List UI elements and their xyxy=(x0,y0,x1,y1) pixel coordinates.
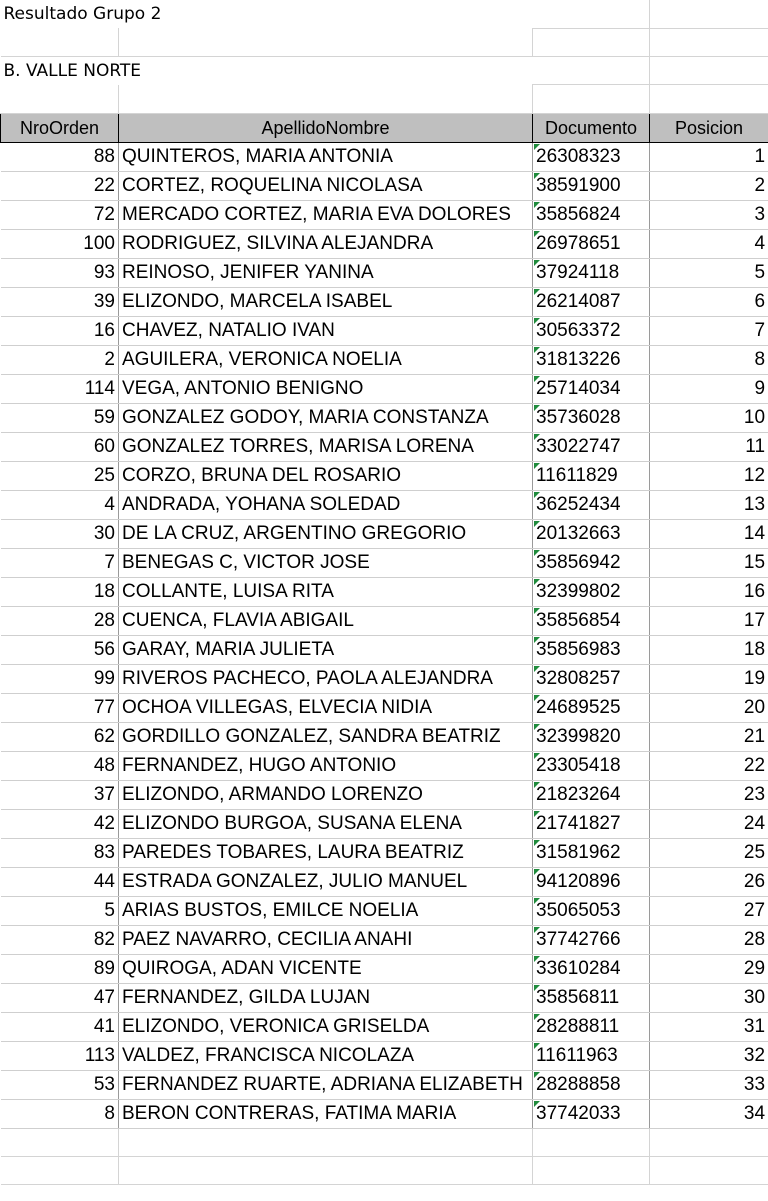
cell-nro-orden[interactable]: 56 xyxy=(1,635,119,664)
cell-documento[interactable]: 21741827 xyxy=(533,809,650,838)
cell-nro-orden[interactable]: 8 xyxy=(1,1099,119,1128)
cell-posicion[interactable]: 30 xyxy=(650,983,768,1012)
cell-nro-orden[interactable]: 44 xyxy=(1,867,119,896)
cell-apellido-nombre[interactable]: OCHOA VILLEGAS, ELVECIA NIDIA xyxy=(119,693,533,722)
cell-nro-orden[interactable]: 53 xyxy=(1,1070,119,1099)
cell-posicion[interactable]: 24 xyxy=(650,809,768,838)
cell-posicion[interactable]: 2 xyxy=(650,171,768,200)
table-row xyxy=(1,896,768,925)
header-apellido-nombre[interactable]: ApellidoNombre xyxy=(119,113,533,142)
cell-posicion[interactable]: 21 xyxy=(650,722,768,751)
cell-nro-orden[interactable]: 99 xyxy=(1,664,119,693)
empty-cell[interactable] xyxy=(650,85,768,113)
empty-cell[interactable] xyxy=(533,28,650,56)
cell-apellido-nombre[interactable]: AGUILERA, VERONICA NOELIA xyxy=(119,345,533,374)
empty-cell[interactable] xyxy=(119,28,533,56)
table-row xyxy=(1,722,768,751)
cell-posicion[interactable]: 18 xyxy=(650,635,768,664)
table-row xyxy=(1,606,768,635)
cell-posicion[interactable]: 8 xyxy=(650,345,768,374)
cell-posicion[interactable]: 25 xyxy=(650,838,768,867)
cell-documento[interactable]: 11611829 xyxy=(533,461,650,490)
cell-documento[interactable]: 23305418 xyxy=(533,751,650,780)
cell-documento[interactable]: 28288811 xyxy=(533,1012,650,1041)
cell-documento[interactable]: 26978651 xyxy=(533,229,650,258)
cell-apellido-nombre[interactable]: VALDEZ, FRANCISCA NICOLAZA xyxy=(119,1041,533,1070)
empty-cell[interactable] xyxy=(650,1156,768,1184)
cell-nro-orden[interactable]: 60 xyxy=(1,432,119,461)
cell-apellido-nombre[interactable]: VEGA, ANTONIO BENIGNO xyxy=(119,374,533,403)
empty-cell[interactable] xyxy=(119,85,533,113)
empty-cell[interactable] xyxy=(533,1156,650,1184)
cell-apellido-nombre[interactable]: RODRIGUEZ, SILVINA ALEJANDRA xyxy=(119,229,533,258)
cell-posicion[interactable]: 23 xyxy=(650,780,768,809)
cell-apellido-nombre[interactable]: QUIROGA, ADAN VICENTE xyxy=(119,954,533,983)
cell-posicion[interactable]: 31 xyxy=(650,1012,768,1041)
header-posicion[interactable]: Posicion xyxy=(650,113,768,142)
cell-apellido-nombre[interactable]: QUINTEROS, MARIA ANTONIA xyxy=(119,142,533,171)
cell-nro-orden[interactable]: 100 xyxy=(1,229,119,258)
table-row xyxy=(1,867,768,896)
cell-apellido-nombre[interactable]: GONZALEZ GODOY, MARIA CONSTANZA xyxy=(119,403,533,432)
empty-cell[interactable] xyxy=(1,28,119,56)
cell-apellido-nombre[interactable]: FERNANDEZ, GILDA LUJAN xyxy=(119,983,533,1012)
empty-row xyxy=(1,1156,768,1184)
cell-documento[interactable]: 35856983 xyxy=(533,635,650,664)
empty-row xyxy=(1,28,768,56)
cell-posicion[interactable]: 13 xyxy=(650,490,768,519)
sheet-subtitle[interactable]: B. VALLE NORTE xyxy=(3,60,142,81)
sheet-title[interactable]: Resultado Grupo 2 xyxy=(3,4,162,25)
empty-cell[interactable] xyxy=(533,1128,650,1156)
cell-nro-orden[interactable]: 22 xyxy=(1,171,119,200)
table-row xyxy=(1,809,768,838)
cell-posicion[interactable]: 4 xyxy=(650,229,768,258)
cell-posicion[interactable]: 7 xyxy=(650,316,768,345)
cell-documento[interactable]: 33610284 xyxy=(533,954,650,983)
table-row xyxy=(1,461,768,490)
cell-documento[interactable]: 37924118 xyxy=(533,258,650,287)
cell-apellido-nombre[interactable]: GONZALEZ TORRES, MARISA LORENA xyxy=(119,432,533,461)
cell-nro-orden[interactable]: 30 xyxy=(1,519,119,548)
cell-documento[interactable]: 32399802 xyxy=(533,577,650,606)
cell-documento[interactable]: 32808257 xyxy=(533,664,650,693)
cell-apellido-nombre[interactable]: ANDRADA, YOHANA SOLEDAD xyxy=(119,490,533,519)
table-row xyxy=(1,983,768,1012)
cell-apellido-nombre[interactable]: ELIZONDO, ARMANDO LORENZO xyxy=(119,780,533,809)
cell-documento[interactable]: 28288858 xyxy=(533,1070,650,1099)
cell-nro-orden[interactable]: 88 xyxy=(1,142,119,171)
cell-posicion[interactable]: 11 xyxy=(650,432,768,461)
cell-posicion[interactable]: 28 xyxy=(650,925,768,954)
empty-cell[interactable] xyxy=(119,1156,533,1184)
empty-cell[interactable] xyxy=(650,28,768,56)
table-row xyxy=(1,1012,768,1041)
empty-row xyxy=(1,85,768,113)
cell-apellido-nombre[interactable]: FERNANDEZ RUARTE, ADRIANA ELIZABETH xyxy=(119,1070,533,1099)
table-row xyxy=(1,577,768,606)
table-row xyxy=(1,751,768,780)
cell-posicion[interactable]: 3 xyxy=(650,200,768,229)
cell-posicion[interactable]: 15 xyxy=(650,548,768,577)
empty-row xyxy=(1,1128,768,1156)
empty-cell[interactable] xyxy=(1,85,119,113)
cell-nro-orden[interactable]: 47 xyxy=(1,983,119,1012)
table-row xyxy=(1,171,768,200)
cell-documento[interactable]: 37742766 xyxy=(533,925,650,954)
header-documento[interactable]: Documento xyxy=(533,113,650,142)
cell-nro-orden[interactable]: 83 xyxy=(1,838,119,867)
table-row xyxy=(1,925,768,954)
cell-documento[interactable]: 24689525 xyxy=(533,693,650,722)
cell-posicion[interactable]: 9 xyxy=(650,374,768,403)
cell-nro-orden[interactable]: 89 xyxy=(1,954,119,983)
table-row xyxy=(1,1041,768,1070)
table-row xyxy=(1,229,768,258)
cell-apellido-nombre[interactable]: DE LA CRUZ, ARGENTINO GREGORIO xyxy=(119,519,533,548)
cell-nro-orden[interactable]: 77 xyxy=(1,693,119,722)
empty-cell[interactable] xyxy=(533,56,650,85)
cell-apellido-nombre[interactable]: ESTRADA GONZALEZ, JULIO MANUEL xyxy=(119,867,533,896)
table-row xyxy=(1,432,768,461)
cell-nro-orden[interactable]: 28 xyxy=(1,606,119,635)
cell-nro-orden[interactable]: 93 xyxy=(1,258,119,287)
cell-documento[interactable]: 35736028 xyxy=(533,403,650,432)
cell-apellido-nombre[interactable]: CUENCA, FLAVIA ABIGAIL xyxy=(119,606,533,635)
cell-apellido-nombre[interactable]: PAREDES TOBARES, LAURA BEATRIZ xyxy=(119,838,533,867)
cell-posicion[interactable]: 29 xyxy=(650,954,768,983)
cell-nro-orden[interactable]: 62 xyxy=(1,722,119,751)
cell-apellido-nombre[interactable]: COLLANTE, LUISA RITA xyxy=(119,577,533,606)
cell-documento[interactable]: 26308323 xyxy=(533,142,650,171)
cell-nro-orden[interactable]: 42 xyxy=(1,809,119,838)
table-row xyxy=(1,954,768,983)
cell-apellido-nombre[interactable]: GARAY, MARIA JULIETA xyxy=(119,635,533,664)
cell-posicion[interactable]: 6 xyxy=(650,287,768,316)
cell-documento[interactable]: 26214087 xyxy=(533,287,650,316)
cell-posicion[interactable]: 12 xyxy=(650,461,768,490)
cell-posicion[interactable]: 27 xyxy=(650,896,768,925)
empty-cell[interactable] xyxy=(650,0,768,28)
table-row xyxy=(1,142,768,171)
cell-nro-orden[interactable]: 16 xyxy=(1,316,119,345)
table-row xyxy=(1,664,768,693)
header-row xyxy=(1,113,768,142)
table-row xyxy=(1,1070,768,1099)
cell-apellido-nombre[interactable]: ELIZONDO, MARCELA ISABEL xyxy=(119,287,533,316)
cell-documento[interactable]: 37742033 xyxy=(533,1099,650,1128)
cell-apellido-nombre[interactable]: PAEZ NAVARRO, CECILIA ANAHI xyxy=(119,925,533,954)
cell-documento[interactable]: 35856824 xyxy=(533,200,650,229)
cell-apellido-nombre[interactable]: FERNANDEZ, HUGO ANTONIO xyxy=(119,751,533,780)
table-row xyxy=(1,345,768,374)
cell-posicion[interactable]: 20 xyxy=(650,693,768,722)
cell-apellido-nombre[interactable]: ARIAS BUSTOS, EMILCE NOELIA xyxy=(119,896,533,925)
cell-nro-orden[interactable]: 4 xyxy=(1,490,119,519)
table-row xyxy=(1,635,768,664)
cell-documento[interactable]: 35856942 xyxy=(533,548,650,577)
subtitle-row xyxy=(1,56,768,85)
cell-documento[interactable]: 11611963 xyxy=(533,1041,650,1070)
cell-nro-orden[interactable]: 72 xyxy=(1,200,119,229)
cell-apellido-nombre[interactable]: BERON CONTRERAS, FATIMA MARIA xyxy=(119,1099,533,1128)
cell-documento[interactable]: 31813226 xyxy=(533,345,650,374)
cell-documento[interactable]: 38591900 xyxy=(533,171,650,200)
cell-nro-orden[interactable]: 59 xyxy=(1,403,119,432)
cell-nro-orden[interactable]: 2 xyxy=(1,345,119,374)
cell-documento[interactable]: 33022747 xyxy=(533,432,650,461)
cell-nro-orden[interactable]: 25 xyxy=(1,461,119,490)
table-row xyxy=(1,1099,768,1128)
table-row xyxy=(1,838,768,867)
cell-apellido-nombre[interactable]: REINOSO, JENIFER YANINA xyxy=(119,258,533,287)
empty-cell[interactable] xyxy=(533,85,650,113)
cell-nro-orden[interactable]: 7 xyxy=(1,548,119,577)
cell-nro-orden[interactable]: 41 xyxy=(1,1012,119,1041)
cell-apellido-nombre[interactable]: RIVEROS PACHECO, PAOLA ALEJANDRA xyxy=(119,664,533,693)
cell-posicion[interactable]: 5 xyxy=(650,258,768,287)
cell-documento[interactable]: 32399820 xyxy=(533,722,650,751)
cell-posicion[interactable]: 10 xyxy=(650,403,768,432)
cell-apellido-nombre[interactable]: CORTEZ, ROQUELINA NICOLASA xyxy=(119,171,533,200)
cell-apellido-nombre[interactable]: CORZO, BRUNA DEL ROSARIO xyxy=(119,461,533,490)
cell-nro-orden[interactable]: 5 xyxy=(1,896,119,925)
table-row xyxy=(1,693,768,722)
table-row xyxy=(1,403,768,432)
cell-posicion[interactable]: 1 xyxy=(650,142,768,171)
cell-posicion[interactable]: 14 xyxy=(650,519,768,548)
empty-cell[interactable] xyxy=(1,1156,119,1184)
cell-posicion[interactable]: 33 xyxy=(650,1070,768,1099)
cell-documento[interactable]: 20132663 xyxy=(533,519,650,548)
cell-posicion[interactable]: 17 xyxy=(650,606,768,635)
cell-documento[interactable]: 94120896 xyxy=(533,867,650,896)
cell-nro-orden[interactable]: 113 xyxy=(1,1041,119,1070)
table-row xyxy=(1,548,768,577)
cell-posicion[interactable]: 32 xyxy=(650,1041,768,1070)
cell-nro-orden[interactable]: 18 xyxy=(1,577,119,606)
cell-apellido-nombre[interactable]: MERCADO CORTEZ, MARIA EVA DOLORES xyxy=(119,200,533,229)
table-row xyxy=(1,490,768,519)
cell-documento[interactable]: 25714034 xyxy=(533,374,650,403)
table-row xyxy=(1,316,768,345)
cell-apellido-nombre[interactable]: CHAVEZ, NATALIO IVAN xyxy=(119,316,533,345)
empty-cell[interactable] xyxy=(1,1128,119,1156)
table-row xyxy=(1,200,768,229)
empty-cell[interactable] xyxy=(533,0,650,28)
cell-posicion[interactable]: 22 xyxy=(650,751,768,780)
cell-apellido-nombre[interactable]: ELIZONDO, VERONICA GRISELDA xyxy=(119,1012,533,1041)
cell-documento[interactable]: 35065053 xyxy=(533,896,650,925)
cell-posicion[interactable]: 16 xyxy=(650,577,768,606)
empty-cell[interactable] xyxy=(650,1128,768,1156)
cell-posicion[interactable]: 26 xyxy=(650,867,768,896)
empty-cell[interactable] xyxy=(119,1128,533,1156)
cell-nro-orden[interactable]: 114 xyxy=(1,374,119,403)
cell-nro-orden[interactable]: 82 xyxy=(1,925,119,954)
cell-documento[interactable]: 31581962 xyxy=(533,838,650,867)
cell-posicion[interactable]: 34 xyxy=(650,1099,768,1128)
cell-documento[interactable]: 35856811 xyxy=(533,983,650,1012)
cell-nro-orden[interactable]: 37 xyxy=(1,780,119,809)
table-row xyxy=(1,287,768,316)
empty-cell[interactable] xyxy=(650,56,768,85)
table-row xyxy=(1,374,768,403)
cell-nro-orden[interactable]: 48 xyxy=(1,751,119,780)
cell-posicion[interactable]: 19 xyxy=(650,664,768,693)
cell-documento[interactable]: 36252434 xyxy=(533,490,650,519)
table-row xyxy=(1,780,768,809)
cell-documento[interactable]: 21823264 xyxy=(533,780,650,809)
header-nro-orden[interactable]: NroOrden xyxy=(1,113,119,142)
title-row xyxy=(1,0,768,28)
cell-apellido-nombre[interactable]: BENEGAS C, VICTOR JOSE xyxy=(119,548,533,577)
cell-nro-orden[interactable]: 39 xyxy=(1,287,119,316)
table-row xyxy=(1,519,768,548)
cell-apellido-nombre[interactable]: ELIZONDO BURGOA, SUSANA ELENA xyxy=(119,809,533,838)
cell-apellido-nombre[interactable]: GORDILLO GONZALEZ, SANDRA BEATRIZ xyxy=(119,722,533,751)
grid-body xyxy=(1,0,768,1184)
cell-documento[interactable]: 35856854 xyxy=(533,606,650,635)
cell-documento[interactable]: 30563372 xyxy=(533,316,650,345)
table-row xyxy=(1,258,768,287)
